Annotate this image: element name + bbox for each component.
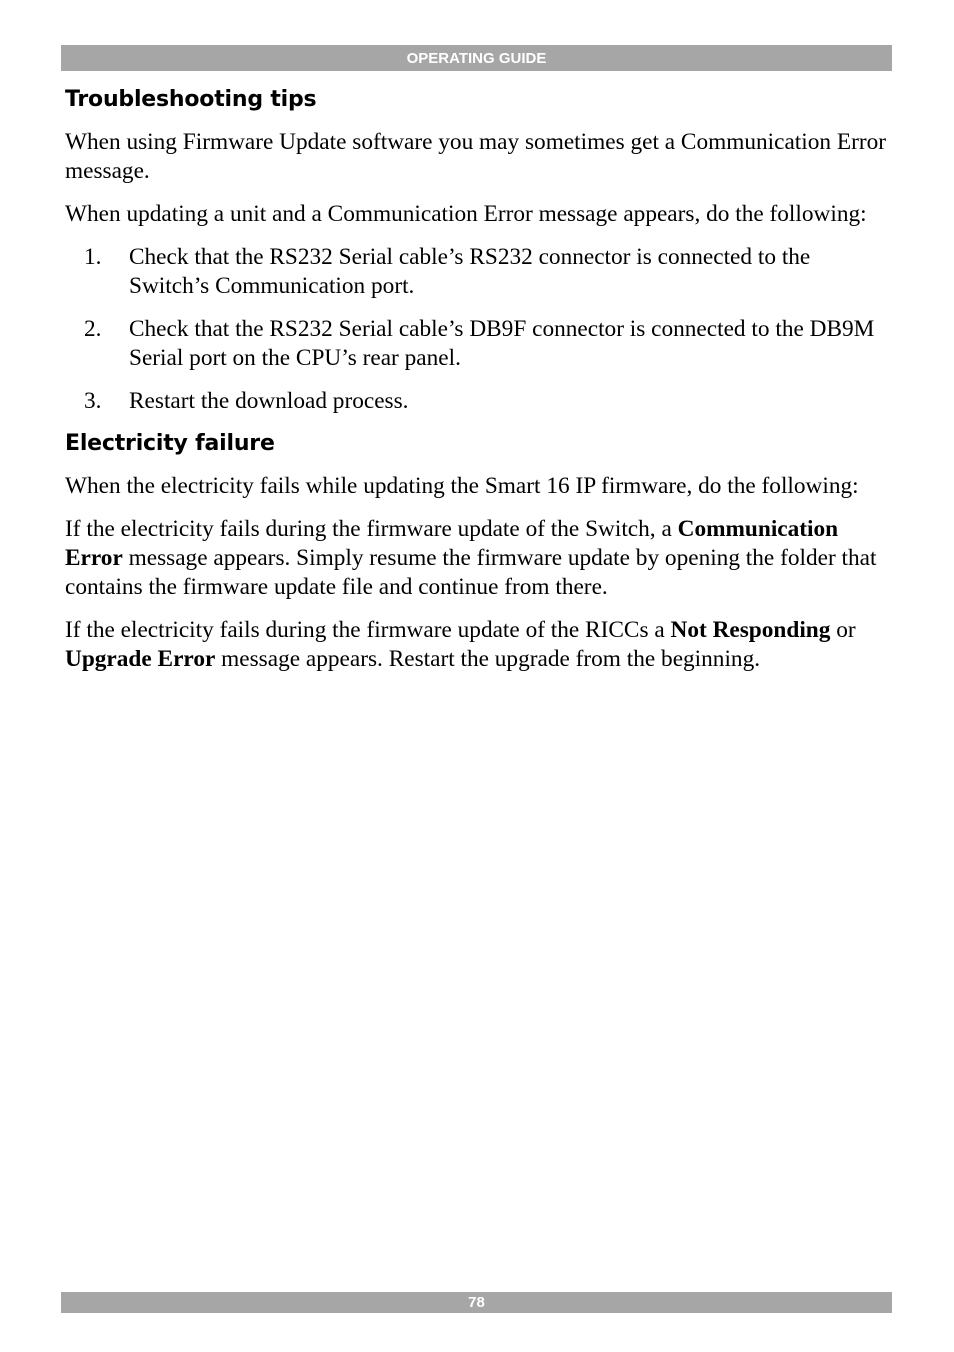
page-content <box>65 84 895 674</box>
electricity-intro: When the electricity fails while updating the Smart 16 IP firmware, do the following: <box>65 473 859 499</box>
electricity-switch-paragraph <box>65 515 895 602</box>
electricity-riccs-paragraph <box>65 616 895 674</box>
page-header <box>61 45 892 71</box>
header-title: OPERATING GUIDE <box>406 50 547 67</box>
list-item <box>65 387 895 416</box>
text-run: message appears. Restart the upgrade from the beginning. <box>215 646 761 672</box>
troubleshooting-intro-1: When using Firmware Update software you may sometimes get a Communication Error message. <box>65 129 887 184</box>
step-number: 2. <box>84 316 102 342</box>
troubleshooting-intro-2: When updating a unit and a Communication Error message appears, do the following: <box>65 201 867 227</box>
list-item <box>65 315 895 373</box>
page-number: 78 <box>468 1294 485 1311</box>
list-item <box>65 243 895 301</box>
bold-term: Not Responding <box>670 617 831 643</box>
step-number: 3. <box>84 388 102 414</box>
step-text: Restart the download process. <box>129 388 409 414</box>
page-footer <box>61 1292 892 1313</box>
step-number: 1. <box>84 244 102 270</box>
section-heading-troubleshooting: Troubleshooting tips <box>65 87 317 112</box>
step-text: Check that the RS232 Serial cable’s DB9F connector is connected to the DB9M Serial port on the CPU’s rear panel. <box>129 316 875 371</box>
text-run: If the electricity fails during the firmware update of the Switch, a <box>65 516 678 542</box>
text-run: or <box>830 617 856 643</box>
step-text: Check that the RS232 Serial cable’s RS232 connector is connected to the Switch’s Communication port. <box>129 244 811 299</box>
bold-term: Communication Error <box>65 516 839 571</box>
text-run: message appears. Simply resume the firmware update by opening the folder that contains the firmware update file and continue from there. <box>65 545 877 600</box>
section-heading-electricity: Electricity failure <box>65 431 275 456</box>
troubleshooting-steps <box>65 243 895 416</box>
text-run: If the electricity fails during the firmware update of the RICCs a <box>65 617 671 643</box>
bold-term: Upgrade Error <box>65 646 216 672</box>
